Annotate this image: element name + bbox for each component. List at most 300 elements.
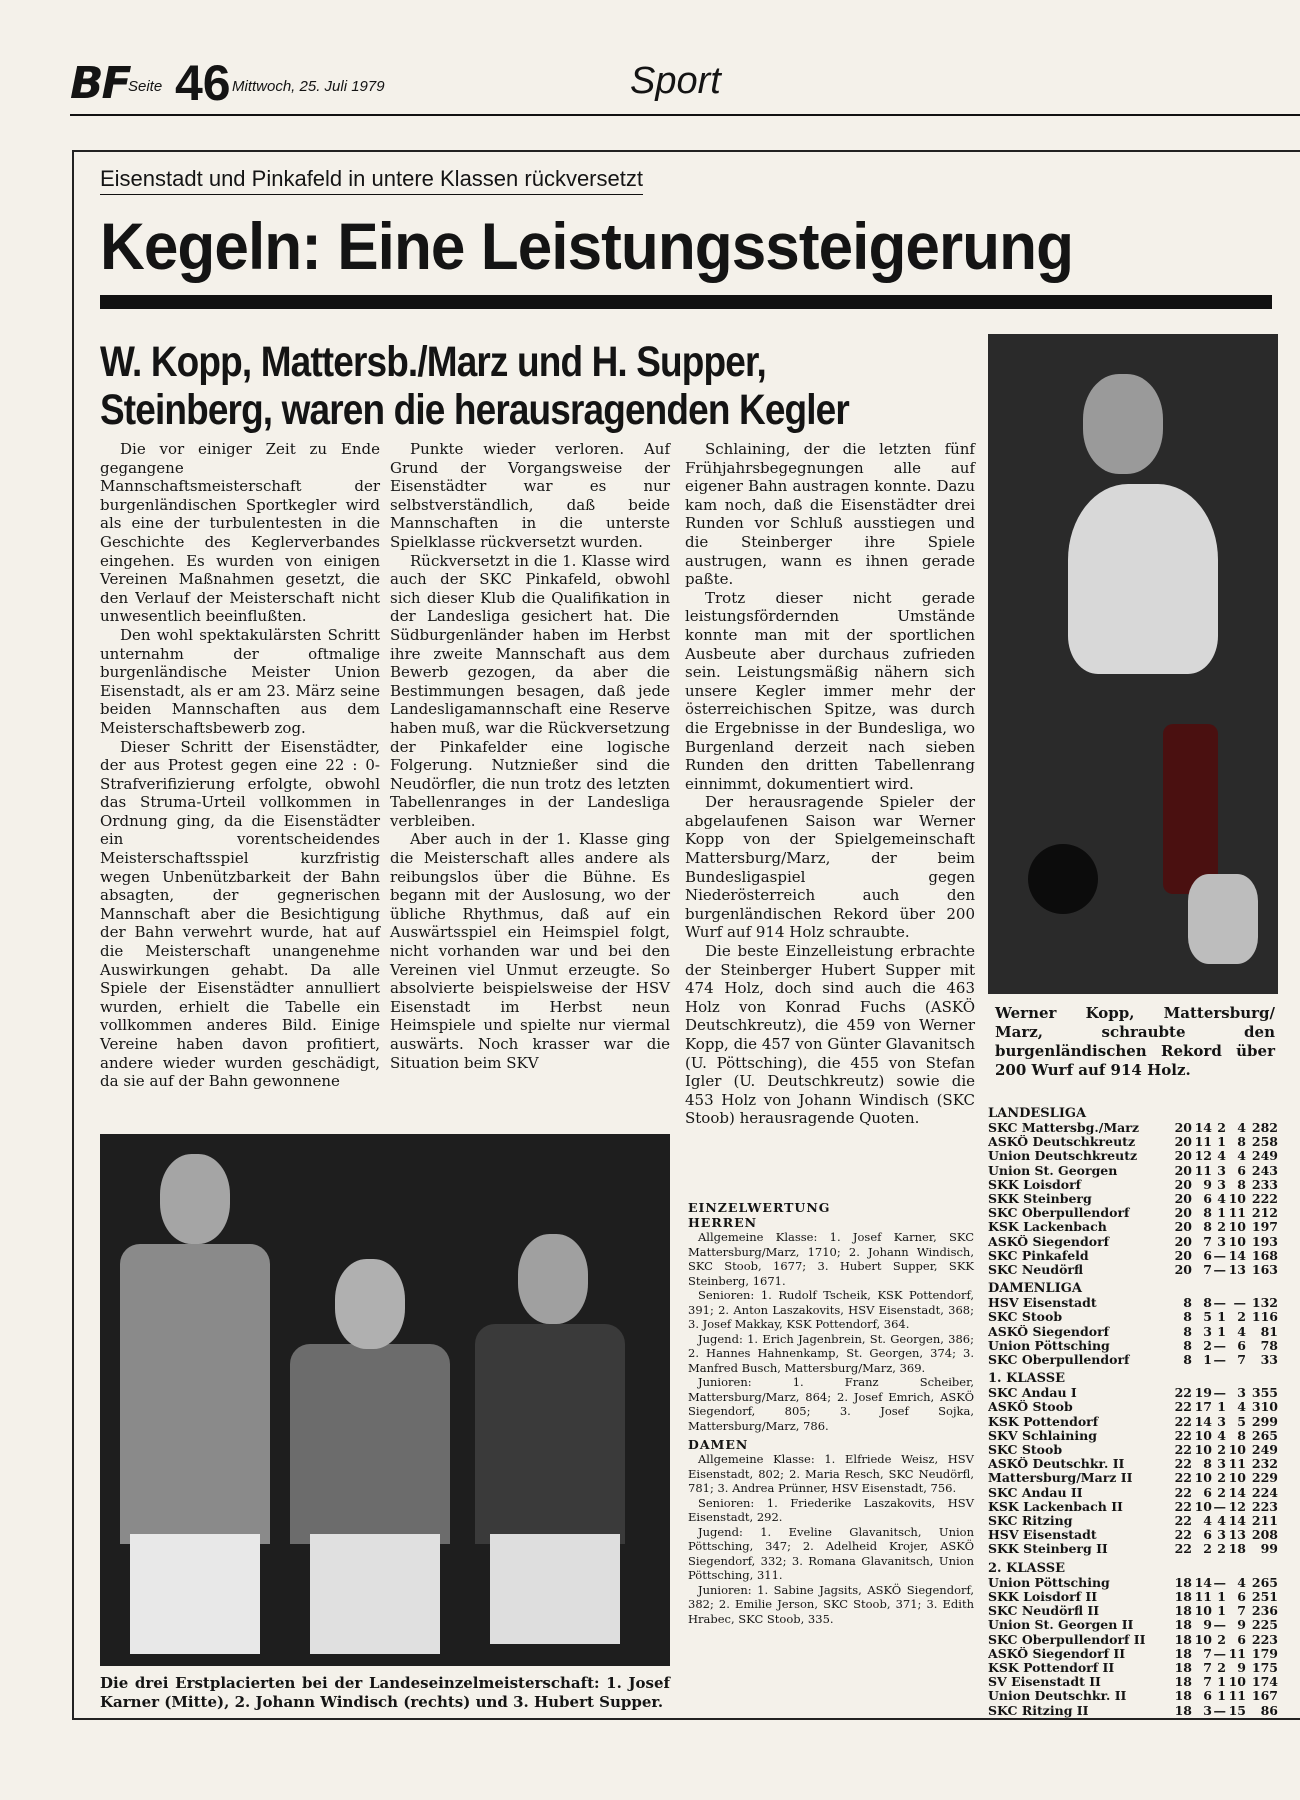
table-cell: 3 — [1217, 1456, 1226, 1472]
table-cell: 22 — [1174, 1470, 1192, 1486]
paragraph: Senioren: 1. Rudolf Tscheik, KSK Pottendorf, 391; 2. Anton Laszakovits, HSV Eisenstadt, 368; 3. Josef Makkay, KSK Pottendorf, 364. — [688, 1288, 974, 1331]
table-cell: 7 — [1203, 1674, 1212, 1690]
table-cell: 1 — [1217, 1588, 1226, 1604]
table-row — [988, 1576, 1278, 1590]
table-cell: 86 — [1260, 1702, 1278, 1718]
table-cell: 14 — [1228, 1484, 1246, 1500]
table-cell: 7 — [1203, 1659, 1212, 1675]
issue-date: Mittwoch, 25. Juli 1979 — [232, 78, 385, 95]
team-name: SKK Loisdorf II — [988, 1589, 1098, 1604]
team-name: SKC Neudörfl II — [988, 1604, 1100, 1619]
table-cell: 7 — [1203, 1262, 1212, 1278]
table-row — [988, 1590, 1278, 1604]
table-cell: 8 — [1237, 1134, 1246, 1150]
table-cell: 18 — [1174, 1659, 1192, 1675]
table-cell: 8 — [1203, 1456, 1212, 1472]
team-name: KSK Pottendorf II — [988, 1660, 1115, 1675]
table-cell: 10 — [1228, 1470, 1246, 1486]
table-cell: 9 — [1203, 1617, 1212, 1633]
table-cell: 9 — [1237, 1617, 1246, 1633]
table-cell: 6 — [1203, 1247, 1212, 1263]
table-cell: — — [1213, 1498, 1226, 1514]
team-name: ASKÖ Siegendorf — [988, 1324, 1110, 1339]
table-cell: 20 — [1174, 1205, 1192, 1221]
table-row — [988, 1206, 1278, 1220]
table-cell: 8 — [1203, 1219, 1212, 1235]
table-cell: 1 — [1217, 1399, 1226, 1415]
table-row — [988, 1386, 1278, 1400]
table-cell: 18 — [1174, 1603, 1192, 1619]
table-cell: 8 — [1183, 1323, 1192, 1339]
table-cell: 12 — [1228, 1498, 1246, 1514]
team-name: SKC Neudörfl — [988, 1263, 1084, 1278]
team-name: SKC Andau II — [988, 1485, 1083, 1500]
paragraph: Punkte wieder verloren. Auf Grund der Vorgangsweise der Eisenstädter war es nur selbstverständlich, daß beide Mannschaften in die unterste Spielklasse rückversetzt wurden. — [390, 440, 670, 551]
table-cell: 4 — [1217, 1191, 1226, 1207]
table-cell: 8 — [1183, 1295, 1192, 1311]
newspaper-logo: BF — [70, 58, 130, 109]
table-cell: 4 — [1237, 1323, 1246, 1339]
table-cell: 8 — [1183, 1337, 1192, 1353]
team-name: ASKÖ Stoob — [988, 1400, 1073, 1415]
table-cell: 20 — [1174, 1262, 1192, 1278]
table-cell: 14 — [1228, 1247, 1246, 1263]
table-title: DAMENLIGA — [988, 1281, 1082, 1297]
table-row — [988, 1514, 1278, 1528]
table-cell: 223 — [1251, 1631, 1278, 1647]
table-cell: 18 — [1174, 1645, 1192, 1661]
team-name: HSV Eisenstadt — [988, 1528, 1097, 1543]
paragraph: Schlaining, der die letzten fünf Frühjahrsbegegnungen alle auf eigener Bahn austragen konnte. Dazu kam noch, daß die Eisenstädter drei Runden vor Schluß ausstiegen und die Steinberger ihre Spiele austrugen, wann es ihnen gerade paßte. — [685, 440, 975, 589]
table-title: LANDESLIGA — [988, 1106, 1087, 1121]
table-cell: 1 — [1217, 1134, 1226, 1150]
table-cell: 13 — [1228, 1527, 1246, 1543]
subheadline-line-2: Steinberg, waren die herausragenden Kegler — [100, 386, 849, 434]
table-cell: 211 — [1251, 1513, 1278, 1529]
table-title: 1. KLASSE — [988, 1371, 1066, 1387]
table-cell: 14 — [1194, 1574, 1212, 1590]
team-name: SKC Andau I — [988, 1386, 1077, 1401]
paragraph: Junioren: 1. Franz Scheiber, Mattersburg/Marz, 864; 2. Josef Emrich, ASKÖ Siegendorf, 805; 3. Josef Sojka, Mattersburg/Marz, 786. — [688, 1375, 974, 1433]
table-cell: 1 — [1217, 1309, 1226, 1325]
table-cell: 22 — [1174, 1385, 1192, 1401]
table-row — [988, 1339, 1278, 1353]
table-row — [988, 1121, 1278, 1135]
table-row — [988, 1415, 1278, 1429]
table-cell: 17 — [1194, 1399, 1212, 1415]
paragraph: Die vor einiger Zeit zu Ende gegangene Mannschaftsmeisterschaft der burgenländischen Sportkegler wird als eine der turbulentesten in die Geschichte des Keglerverbandes eingehen. Es wurden von einigen Vereinen Maßnahmen gesetzt, die den Verlauf der Meisterschaft nicht unwesentlich beeinflußten. — [100, 440, 380, 626]
table-row — [988, 1249, 1278, 1263]
team-name: SKV Schlaining — [988, 1428, 1097, 1443]
table-cell: 6 — [1203, 1688, 1212, 1704]
section-title: Sport — [630, 60, 721, 102]
article-column-3 — [685, 440, 975, 1128]
paragraph: Allgemeine Klasse: 1. Josef Karner, SKC Mattersburg/Marz, 1710; 2. Johann Windisch, SKC Stoob, 1677; 3. Hubert Supper, SKK Steinberg, 1671. — [688, 1230, 974, 1288]
table-cell: 7 — [1203, 1233, 1212, 1249]
table-cell: 14 — [1194, 1120, 1212, 1135]
table-cell: 20 — [1174, 1148, 1192, 1164]
table-cell: 22 — [1174, 1442, 1192, 1458]
table-cell: 2 — [1217, 1659, 1226, 1675]
team-name: ASKÖ Siegendorf — [988, 1234, 1110, 1249]
table-cell: 20 — [1174, 1162, 1192, 1178]
table-cell: 22 — [1174, 1456, 1192, 1472]
table-cell: 18 — [1228, 1541, 1246, 1557]
table-cell: 10 — [1194, 1442, 1212, 1458]
table-row — [988, 1471, 1278, 1485]
table-cell: 4 — [1237, 1120, 1246, 1135]
table-cell: 9 — [1203, 1176, 1212, 1192]
table-cell: 265 — [1251, 1427, 1278, 1443]
table-cell: — — [1213, 1337, 1226, 1353]
table-cell: 18 — [1174, 1674, 1192, 1690]
table-cell: 10 — [1228, 1674, 1246, 1690]
herren-title: HERREN — [688, 1215, 758, 1230]
article-subheadline — [100, 338, 849, 434]
table-row — [988, 1310, 1278, 1324]
table-cell: 19 — [1194, 1385, 1212, 1401]
table-cell: 116 — [1251, 1309, 1278, 1325]
table-cell: 167 — [1251, 1688, 1278, 1704]
table-cell: 2 — [1203, 1541, 1212, 1557]
damen-title: DAMEN — [688, 1437, 749, 1452]
table-cell: 20 — [1174, 1120, 1192, 1135]
table-row — [988, 1704, 1278, 1718]
table-row — [988, 1618, 1278, 1632]
table-cell: 8 — [1237, 1427, 1246, 1443]
table-row — [988, 1400, 1278, 1414]
team-name: ASKÖ Deutschkr. II — [988, 1457, 1125, 1472]
damen-results — [688, 1452, 974, 1626]
table-cell: — — [1213, 1617, 1226, 1633]
table-cell: 2 — [1217, 1484, 1226, 1500]
table-cell: 1 — [1217, 1323, 1226, 1339]
table-cell: 3 — [1203, 1323, 1212, 1339]
table-row — [988, 1604, 1278, 1618]
table-cell: 6 — [1203, 1484, 1212, 1500]
table-cell: 10 — [1228, 1219, 1246, 1235]
team-name: SKC Mattersbg./Marz — [988, 1121, 1139, 1135]
table-cell: 14 — [1228, 1513, 1246, 1529]
table-cell: 168 — [1251, 1247, 1278, 1263]
table-cell: 4 — [1203, 1513, 1212, 1529]
herren-results — [688, 1230, 974, 1433]
table-cell: 236 — [1251, 1603, 1278, 1619]
team-name: SV Eisenstadt II — [988, 1675, 1101, 1690]
table-cell: 6 — [1237, 1588, 1246, 1604]
table-cell: 4 — [1237, 1148, 1246, 1164]
paragraph: Trotz dieser nicht gerade leistungsfördernden Umstände konnte man mit der sportlichen Ausbeute aber durchaus zufrieden sein. Leistungsmäßig nähern sich unsere Kegler immer mehr der österreichischen Spitze, was durch die Ergebnisse in der Bundesliga, wo Burgenland derzeit nach sieben Runden den dritten Tabellenrang einnimmt, dokumentiert wird. — [685, 588, 975, 793]
table-cell: 310 — [1251, 1399, 1278, 1415]
article-kicker: Eisenstadt und Pinkafeld in untere Klassen rückversetzt — [100, 166, 643, 195]
table-cell: 197 — [1251, 1219, 1278, 1235]
table-cell: 18 — [1174, 1688, 1192, 1704]
table-cell: — — [1213, 1645, 1226, 1661]
table-cell: 13 — [1228, 1262, 1246, 1278]
table-cell: — — [1213, 1352, 1226, 1368]
table-row — [988, 1325, 1278, 1339]
article-column-1 — [100, 440, 380, 1091]
einzelwertung-section — [688, 1196, 974, 1626]
table-cell: — — [1213, 1702, 1226, 1718]
team-name: HSV Eisenstadt — [988, 1296, 1097, 1311]
table-cell: 20 — [1174, 1176, 1192, 1192]
table-row — [988, 1192, 1278, 1206]
table-cell: 22 — [1174, 1527, 1192, 1543]
team-name: Union St. Georgen II — [988, 1618, 1134, 1633]
table-cell: 8 — [1183, 1352, 1192, 1368]
table-cell: — — [1213, 1262, 1226, 1278]
team-name: Union Pöttsching — [988, 1338, 1110, 1353]
table-row — [988, 1178, 1278, 1192]
table-cell: 3 — [1203, 1702, 1212, 1718]
table-row — [988, 1149, 1278, 1163]
table-cell: 179 — [1251, 1645, 1278, 1661]
table-cell: 10 — [1228, 1233, 1246, 1249]
table-row — [988, 1486, 1278, 1500]
table-cell: 11 — [1194, 1134, 1212, 1150]
table-cell: 163 — [1251, 1262, 1278, 1278]
photo-three-winners — [100, 1134, 670, 1666]
table-cell: 22 — [1174, 1513, 1192, 1529]
table-cell: 10 — [1194, 1631, 1212, 1647]
table-cell: 5 — [1203, 1309, 1212, 1325]
table-cell: 4 — [1217, 1148, 1226, 1164]
table-cell: 12 — [1194, 1148, 1212, 1164]
team-name: SKC Oberpullendorf — [988, 1206, 1130, 1221]
table-row — [988, 1429, 1278, 1443]
table-cell: 223 — [1251, 1498, 1278, 1514]
team-name: SKC Ritzing — [988, 1514, 1073, 1529]
paragraph: Die beste Einzelleistung erbrachte der Steinberger Hubert Supper mit 474 Holz, doch sind auch die 463 Holz von Konrad Fuchs (ASKÖ Deutschkreutz), die 459 von Werner Kopp, die 457 von Günter Glavanitsch (U. Pöttsching), die 455 von Stefan Igler (U. Deutschkreutz) sowie die 453 Holz von Johann Windisch (SKC Stoob) herausragende Quoten. — [685, 942, 975, 1128]
team-name: KSK Lackenbach — [988, 1220, 1107, 1235]
table-cell: 78 — [1260, 1337, 1278, 1353]
table-cell: 2 — [1217, 1541, 1226, 1557]
table-cell: 132 — [1251, 1295, 1278, 1311]
table-cell: 20 — [1174, 1247, 1192, 1263]
paragraph: Jugend: 1. Erich Jagenbrein, St. Georgen, 386; 2. Hannes Hahnenkamp, St. Georgen, 374; 3. Manfred Busch, Mattersburg/Marz, 369. — [688, 1331, 974, 1375]
table-cell: 22 — [1174, 1413, 1192, 1429]
table-cell: 249 — [1251, 1442, 1278, 1458]
table-cell: 3 — [1217, 1413, 1226, 1429]
team-name: SKC Oberpullendorf — [988, 1353, 1130, 1368]
table-cell: — — [1213, 1247, 1226, 1263]
table-cell: 10 — [1194, 1498, 1212, 1514]
table-cell: 99 — [1260, 1541, 1278, 1557]
table-cell: 1 — [1217, 1603, 1226, 1619]
table-row — [988, 1647, 1278, 1661]
table-cell: — — [1213, 1385, 1226, 1401]
table-cell: 22 — [1174, 1484, 1192, 1500]
table-cell: 2 — [1217, 1631, 1226, 1647]
table-row — [988, 1528, 1278, 1542]
team-name: ASKÖ Siegendorf II — [988, 1646, 1126, 1661]
table-cell: 7 — [1203, 1645, 1212, 1661]
table-cell: 18 — [1174, 1631, 1192, 1647]
subheadline-line-1: W. Kopp, Mattersb./Marz und H. Supper, — [100, 338, 766, 386]
table-row — [988, 1353, 1278, 1367]
table-cell: — — [1233, 1295, 1246, 1311]
table-row — [988, 1689, 1278, 1703]
table-cell: 22 — [1174, 1498, 1192, 1514]
table-cell: 225 — [1251, 1617, 1278, 1633]
table-cell: 3 — [1217, 1527, 1226, 1543]
table-row — [988, 1296, 1278, 1310]
table-cell: 1 — [1217, 1674, 1226, 1690]
table-cell: 11 — [1228, 1645, 1246, 1661]
table-cell: 233 — [1251, 1176, 1278, 1192]
table-cell: 18 — [1174, 1588, 1192, 1604]
table-cell: 22 — [1174, 1399, 1192, 1415]
table-cell: 229 — [1251, 1470, 1278, 1486]
table-cell: 11 — [1228, 1205, 1246, 1221]
article-headline: Kegeln: Eine Leistungssteigerung — [100, 209, 1074, 283]
team-name: Union St. Georgen — [988, 1163, 1118, 1178]
team-name: SKC Stoob — [988, 1443, 1063, 1458]
table-cell: 282 — [1251, 1120, 1278, 1135]
table-cell: 20 — [1174, 1233, 1192, 1249]
table-cell: 251 — [1251, 1588, 1278, 1604]
team-name: SKK Steinberg — [988, 1192, 1092, 1207]
photo-caption-bottom: Die drei Erstplacierten bei der Landeseinzelmeisterschaft: 1. Josef Karner (Mitte), 2. Johann Windisch (rechts) und 3. Hubert Supper. — [100, 1674, 670, 1711]
team-name: SKC Pinkafeld — [988, 1248, 1089, 1263]
table-cell: 2 — [1217, 1120, 1226, 1135]
table-cell: 8 — [1203, 1205, 1212, 1221]
table-cell: — — [1213, 1295, 1226, 1311]
table-cell: 8 — [1203, 1295, 1212, 1311]
paragraph: Dieser Schritt der Eisenstädter, der aus Protest gegen eine 22 : 0-Strafverifizierung erfolgte, obwohl das Struma-Urteil vollkommen in Ordnung ging, da die Eisenstädter ein vorentscheidendes Meisterschaftsspiel kurzfristig wegen Unbenützbarkeit der Bahn absagten, der gegnerischen Mannschaft aber die Besichtigung der Bahn verwehrt wurde, hat auf die Meisterschaft unangenehme Auswirkungen gehabt. Da alle Spiele der Eisenstädter annulliert wurden, erhielt die Tabelle ein vollkommen anderes Bild. Einige Vereine haben davon profitiert, andere wieder wurden geschädigt, da sie auf der Bahn gewonnene — [100, 737, 380, 1091]
table-row — [988, 1457, 1278, 1471]
table-cell: 232 — [1251, 1456, 1278, 1472]
table-row — [988, 1443, 1278, 1457]
team-name: Union Deutschkr. II — [988, 1689, 1127, 1704]
page-header — [70, 55, 1300, 111]
table-cell: 8 — [1237, 1176, 1246, 1192]
table-cell: 18 — [1174, 1617, 1192, 1633]
table-cell: 7 — [1237, 1352, 1246, 1368]
table-cell: 243 — [1251, 1162, 1278, 1178]
team-name: Mattersburg/Marz II — [988, 1471, 1133, 1486]
team-name: SKC Stoob — [988, 1310, 1063, 1325]
table-cell: 258 — [1251, 1134, 1278, 1150]
table-cell: 8 — [1183, 1309, 1192, 1325]
league-tables — [988, 1102, 1278, 1718]
paragraph: Senioren: 1. Friederike Laszakovits, HSV Eisenstadt, 292. — [688, 1495, 974, 1524]
photo-werner-kopp — [988, 334, 1278, 994]
paragraph: Jugend: 1. Eveline Glavanitsch, Union Pöttsching, 347; 2. Adelheid Krojer, ASKÖ Siegendorf, 332; 3. Romana Glavanitsch, Union Pöttsching, 311. — [688, 1524, 974, 1582]
table-cell: 6 — [1203, 1527, 1212, 1543]
table-cell: 6 — [1237, 1337, 1246, 1353]
table-cell: — — [1213, 1574, 1226, 1590]
team-name: KSK Pottendorf — [988, 1414, 1099, 1429]
table-cell: 174 — [1251, 1674, 1278, 1690]
paragraph: Aber auch in der 1. Klasse ging die Meisterschaft alles andere als reibungslos über die Bühne. Es begann mit der Auslosung, wo der übliche Rhythmus, daß auf ein Auswärtsspiel ein Heimspiel folgt, nicht vorhanden war und bei den Vereinen viel Unmut erzeugte. So absolvierte beispielsweise der HSV Eisenstadt im Herbst neun Heimspiele und spielte nur viermal auswärts. Noch krasser war die Situation beim SKV — [390, 830, 670, 1072]
team-name: SKC Ritzing II — [988, 1703, 1089, 1718]
table-cell: 208 — [1251, 1527, 1278, 1543]
table-cell: 20 — [1174, 1191, 1192, 1207]
table-cell: 193 — [1251, 1233, 1278, 1249]
table-cell: 2 — [1237, 1309, 1246, 1325]
table-cell: 20 — [1174, 1134, 1192, 1150]
table-row — [988, 1633, 1278, 1647]
table-cell: 222 — [1251, 1191, 1278, 1207]
table-title: 2. KLASSE — [988, 1560, 1066, 1576]
table-cell: 22 — [1174, 1427, 1192, 1443]
table-cell: 3 — [1217, 1176, 1226, 1192]
table-cell: 3 — [1237, 1385, 1246, 1401]
table-cell: 11 — [1228, 1688, 1246, 1704]
table-row — [988, 1675, 1278, 1689]
table-cell: 6 — [1237, 1631, 1246, 1647]
einzelwertung-title: EINZELWERTUNG — [688, 1200, 831, 1215]
page-label: Seite — [128, 78, 163, 95]
table-cell: 2 — [1217, 1219, 1226, 1235]
table-cell: 20 — [1174, 1219, 1192, 1235]
team-name: KSK Lackenbach II — [988, 1499, 1123, 1514]
team-name: Union Pöttsching — [988, 1575, 1110, 1590]
table-cell: 355 — [1251, 1385, 1278, 1401]
table-row — [988, 1500, 1278, 1514]
table-row — [988, 1220, 1278, 1234]
table-cell: 6 — [1237, 1162, 1246, 1178]
headline-bar — [100, 295, 1272, 309]
table-cell: 7 — [1237, 1603, 1246, 1619]
table-cell: 249 — [1251, 1148, 1278, 1164]
photo-caption-right: Werner Kopp, Mattersburg/ Marz, schraubte den burgenländischen Rekord über 200 Wurf auf 914 Holz. — [995, 1004, 1275, 1079]
header-rule — [70, 114, 1300, 116]
team-name: ASKÖ Deutschkreutz — [988, 1135, 1136, 1150]
table-cell: 2 — [1217, 1470, 1226, 1486]
table-row — [988, 1542, 1278, 1556]
table-cell: 10 — [1228, 1442, 1246, 1458]
table-cell: 22 — [1174, 1541, 1192, 1557]
table-cell: 10 — [1194, 1470, 1212, 1486]
table-cell: 175 — [1251, 1659, 1278, 1675]
paragraph: Rückversetzt in die 1. Klasse wird auch der SKC Pinkafeld, obwohl sich dieser Klub die Qualifikation in der Landesliga gesichert hat. Die Südburgenländer haben im Herbst ihre zweite Mannschaft aus dem Bewerb gezogen, da aber die Bestimmungen besagen, daß jede Landesligamannschaft eine Reserve haben muß, war die Rückversetzung der Pinkafelder eine logische Folgerung. Nutznießer sind die Neudörfler, die nun trotz des letzten Tabellenranges in der Landesliga verbleiben. — [390, 551, 670, 830]
table-cell: 3 — [1217, 1162, 1226, 1178]
table-row — [988, 1263, 1278, 1277]
paragraph: Der herausragende Spieler der abgelaufenen Saison war Werner Kopp von der Spielgemeinschaft Mattersburg/Marz, der beim Bundesligaspiel gegen Niederösterreich auch den burgenländischen Rekord über 200 Wurf auf 914 Holz schraubte. — [685, 793, 975, 942]
table-cell: 18 — [1174, 1702, 1192, 1718]
table-cell: 2 — [1217, 1442, 1226, 1458]
table-cell: 6 — [1203, 1191, 1212, 1207]
paragraph: Junioren: 1. Sabine Jagsits, ASKÖ Siegendorf, 382; 2. Emilie Jerson, SKC Stoob, 371; 3. Edith Hrabec, SKC Stoob, 335. — [688, 1582, 974, 1626]
table-cell: 2 — [1203, 1337, 1212, 1353]
table-cell: 10 — [1194, 1427, 1212, 1443]
table-row — [988, 1135, 1278, 1149]
table-row — [988, 1661, 1278, 1675]
table-cell: 33 — [1260, 1352, 1278, 1368]
table-cell: 3 — [1217, 1233, 1226, 1249]
table-cell: 81 — [1260, 1323, 1278, 1339]
table-cell: 4 — [1217, 1513, 1226, 1529]
table-cell: 265 — [1251, 1574, 1278, 1590]
table-cell: 5 — [1237, 1413, 1246, 1429]
team-name: Union Deutschkreutz — [988, 1149, 1138, 1164]
table-row — [988, 1235, 1278, 1249]
table-cell: 10 — [1228, 1191, 1246, 1207]
table-cell: 4 — [1237, 1399, 1246, 1415]
article-column-2 — [390, 440, 670, 1072]
paragraph: Den wohl spektakulärsten Schritt unternahm der oftmalige burgenländische Meister Union Eisenstadt, als er am 23. März seine beiden Mannschaften aus dem Meisterschaftsbewerb zog. — [100, 625, 380, 737]
paragraph: Allgemeine Klasse: 1. Elfriede Weisz, HSV Eisenstadt, 802; 2. Maria Resch, SKC Neudörfl, 781; 3. Andrea Prünner, HSV Eisenstadt, 756. — [688, 1452, 974, 1495]
table-cell: 212 — [1251, 1205, 1278, 1221]
table-cell: 11 — [1228, 1456, 1246, 1472]
table-cell: 11 — [1194, 1588, 1212, 1604]
table-cell: 299 — [1251, 1413, 1278, 1429]
table-cell: 10 — [1194, 1603, 1212, 1619]
team-name: SKK Loisdorf — [988, 1177, 1082, 1192]
